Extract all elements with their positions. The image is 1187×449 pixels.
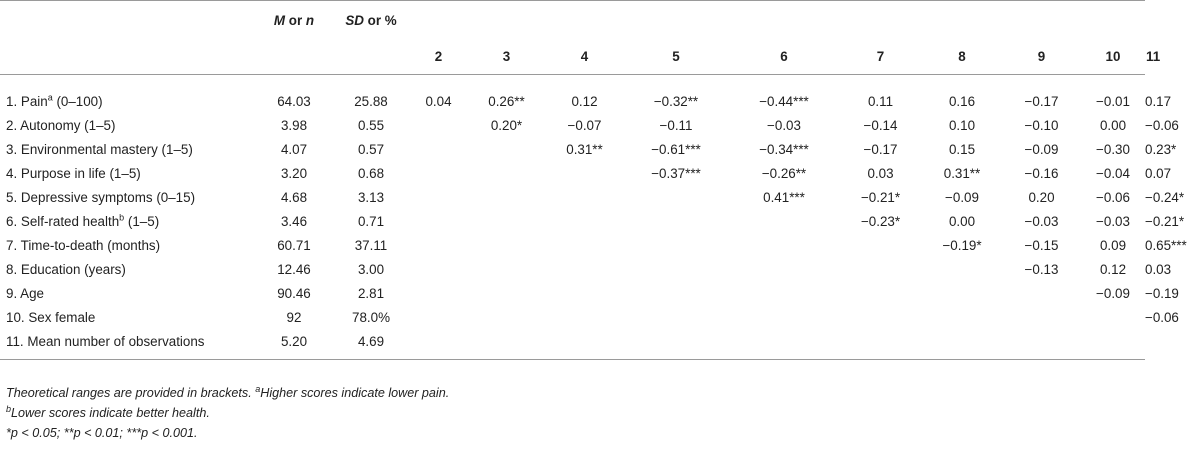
correlation-cell: −0.15: [1024, 237, 1059, 253]
correlation-cell: [623, 305, 729, 329]
correlation-cell: [922, 305, 1002, 329]
sd-cell: 2.81: [357, 285, 385, 301]
header-col-8: 8: [922, 47, 1002, 75]
correlation-cell: −0.34***: [759, 141, 809, 157]
correlation-cell: [839, 233, 922, 257]
correlation-cell: 0.41***: [763, 189, 805, 205]
correlation-cell: −0.09: [945, 189, 979, 205]
table-row: 4. Purpose in life (1–5) 3.20 0.68 −0.37*** −0.26** 0.03 0.31** −0.16 −0.04 0.07: [0, 161, 1145, 185]
correlation-cell: [410, 257, 467, 281]
correlation-cell: [1002, 305, 1081, 329]
correlation-cell: [467, 281, 546, 305]
correlation-cell: 0.10: [948, 117, 976, 133]
correlation-cell: −0.11: [659, 117, 693, 133]
correlation-cell: −0.61***: [651, 141, 701, 157]
mean-cell: 60.71: [277, 237, 311, 253]
correlation-cell: 0.15: [948, 141, 976, 157]
correlation-cell: [729, 305, 839, 329]
row-label: 10. Sex female: [6, 309, 96, 325]
correlation-cell: [546, 281, 623, 305]
row-label: 2. Autonomy (1–5): [6, 117, 116, 133]
correlation-cell: [467, 161, 546, 185]
table-row: 5. Depressive symptoms (0–15) 4.68 3.13 0.41*** −0.21* −0.09 0.20 −0.06 −0.24*: [0, 185, 1145, 209]
correlation-cell: [839, 305, 922, 329]
header-row-columns: 2 3 4 5 6 7 8 9 10 11: [0, 47, 1145, 75]
correlation-cell: −0.07: [567, 117, 602, 133]
correlation-cell: [410, 281, 467, 305]
correlation-cell: [410, 113, 467, 137]
correlation-cell: −0.26**: [761, 165, 807, 181]
correlation-cell: −0.32**: [653, 93, 699, 109]
correlation-cell: 0.20: [1028, 189, 1055, 205]
correlation-cell: [546, 257, 623, 281]
correlation-cell: [546, 161, 623, 185]
mean-cell: 4.68: [280, 189, 308, 205]
mean-cell: 64.03: [277, 93, 311, 109]
correlation-cell: 0.20*: [490, 117, 523, 133]
correlation-cell: [623, 281, 729, 305]
correlation-cell: [623, 209, 729, 233]
header-col-5: 5: [623, 47, 729, 75]
correlation-cell: [410, 185, 467, 209]
footnote-line-2: $^b$Lower scores indicate better health.: [6, 403, 210, 420]
table-footnotes: [6, 383, 449, 443]
table-row: [0, 329, 1145, 360]
correlation-cell: 0.16: [948, 93, 976, 109]
correlation-cell: [922, 329, 1002, 360]
correlation-cell: [1081, 329, 1145, 360]
correlation-cell: [623, 257, 729, 281]
row-label: 4. Purpose in life (1–5): [6, 165, 141, 181]
sd-cell: 4.69: [332, 329, 410, 360]
header-empty-cell: [0, 47, 256, 75]
correlation-cell: [623, 329, 729, 360]
correlation-cell: 0.00: [948, 213, 976, 229]
header-empty-cell: [0, 1, 256, 48]
row-label: 9. Age: [6, 285, 44, 301]
correlation-cell: [623, 185, 729, 209]
correlation-cell: 0.12: [571, 93, 598, 109]
correlation-cell: 0.11: [867, 93, 894, 109]
correlation-cell: [839, 329, 922, 360]
correlation-cell: [546, 185, 623, 209]
correlation-cell: [839, 281, 922, 305]
sd-cell: 37.11: [354, 237, 388, 253]
correlation-cell: [467, 257, 546, 281]
sd-cell: 78.0%: [352, 309, 390, 325]
sd-cell: 0.55: [357, 117, 385, 133]
header-mean-or-n: M or n: [273, 13, 315, 28]
correlation-cell: [546, 209, 623, 233]
correlation-cell: −0.23*: [860, 213, 901, 229]
correlation-cell: [467, 305, 546, 329]
row-label: 7. Time-to-death (months): [6, 237, 161, 253]
correlation-cell: [410, 209, 467, 233]
correlation-cell: −0.17: [1024, 93, 1059, 109]
header-col-10: 10: [1081, 47, 1145, 75]
correlation-cell: −0.04: [1096, 165, 1130, 181]
table-row: 9. Age 90.46 2.81 −0.09 −0.19: [0, 281, 1145, 305]
header-sd-or-percent: SD or %: [345, 13, 397, 28]
correlation-cell: −0.06: [1096, 189, 1130, 205]
correlation-cell: 0.00: [1099, 117, 1127, 133]
table-row: 1. Pain$^a$ (0–100) 64.03 25.88 0.04 0.26** 0.12 −0.32** −0.44*** 0.11 0.16 −0.17 −0.01 0.17: [0, 75, 1145, 114]
header-blank-span: [410, 1, 1145, 48]
row-label: 1. Pain$^a$ (0–100): [6, 92, 103, 109]
header-col-6: 6: [729, 47, 839, 75]
correlation-cell: [467, 233, 546, 257]
header-col-3: 3: [467, 47, 546, 75]
correlation-cell: [729, 329, 839, 360]
correlation-cell: −0.09: [1096, 285, 1130, 301]
correlation-cell: [922, 281, 1002, 305]
correlation-cell: −0.03: [1096, 213, 1130, 229]
correlation-cell: [729, 233, 839, 257]
sd-cell: 0.57: [357, 141, 385, 157]
correlation-cell: −0.10: [1024, 117, 1059, 133]
header-row-top: [0, 1, 1145, 48]
correlation-cell: 0.04: [425, 93, 452, 109]
correlation-cell: 0.26**: [488, 93, 525, 109]
correlation-cell: −0.19*: [942, 237, 982, 253]
mean-cell: 4.07: [280, 141, 308, 157]
correlation-cell: [1081, 305, 1145, 329]
correlation-cell: [546, 329, 623, 360]
correlation-cell: [410, 161, 467, 185]
mean-cell: 12.46: [277, 261, 311, 277]
correlation-cell: [467, 137, 546, 161]
correlation-cell: −0.01: [1096, 93, 1130, 109]
sd-cell: 0.68: [357, 165, 385, 181]
correlation-cell: [546, 305, 623, 329]
correlation-cell: 0.09: [1099, 237, 1127, 253]
correlation-cell: [410, 233, 467, 257]
header-col-9: 9: [1002, 47, 1081, 75]
correlation-cell: −0.14: [863, 117, 898, 133]
header-col-4: 4: [546, 47, 623, 75]
correlation-cell: [410, 329, 467, 360]
header-col-2: 2: [410, 47, 467, 75]
table-row: 6. Self-rated health$^b$ (1–5) 3.46 0.71 −0.23* 0.00 −0.03 −0.03 −0.21*: [0, 209, 1145, 233]
correlation-cell: −0.03: [767, 117, 801, 133]
correlation-cell: −0.13: [1024, 261, 1059, 277]
correlation-cell: −0.16: [1024, 165, 1059, 181]
correlation-cell: [546, 233, 623, 257]
mean-cell: 3.46: [280, 213, 308, 229]
footnote-line-3: *p < 0.05; **p < 0.01; ***p < 0.001.: [6, 426, 198, 440]
correlation-cell: [467, 329, 546, 360]
row-label: 11. Mean number of observations: [0, 329, 256, 360]
correlation-cell: −0.03: [1024, 213, 1059, 229]
table-row: 7. Time-to-death (months) 60.71 37.11 −0.19* −0.15 0.09 0.65***: [0, 233, 1145, 257]
correlation-cell: −0.44***: [759, 93, 809, 109]
table-row: 8. Education (years) 12.46 3.00 −0.13 0.12 0.03: [0, 257, 1145, 281]
correlation-cell: 0.03: [867, 165, 894, 181]
correlation-cell: −0.37***: [651, 165, 701, 181]
row-label: 8. Education (years): [6, 261, 126, 277]
correlation-cell: [839, 257, 922, 281]
correlation-cell: [729, 281, 839, 305]
sd-cell: 25.88: [354, 93, 388, 109]
correlation-cell: 0.31**: [566, 141, 603, 157]
sd-cell: 0.71: [357, 213, 385, 229]
header-empty-cell: [256, 47, 332, 75]
mean-cell: 3.20: [280, 165, 308, 181]
correlation-cell: [729, 209, 839, 233]
correlation-cell: [467, 185, 546, 209]
row-label: 5. Depressive symptoms (0–15): [6, 189, 196, 205]
correlation-cell: [922, 257, 1002, 281]
correlation-cell: [623, 233, 729, 257]
mean-cell: 90.46: [277, 285, 311, 301]
table-body: [0, 75, 1187, 360]
correlation-cell: [410, 305, 467, 329]
header-col-7: 7: [839, 47, 922, 75]
mean-cell: 92: [286, 309, 302, 325]
correlation-cell: −0.17: [863, 141, 898, 157]
correlation-cell: 0.12: [1099, 261, 1127, 277]
correlation-cell: [1002, 281, 1081, 305]
correlation-cell: −0.21*: [860, 189, 901, 205]
row-label: 3. Environmental mastery (1–5): [6, 141, 193, 157]
header-empty-cell: [332, 47, 410, 75]
correlation-cell: −0.09: [1024, 141, 1059, 157]
correlation-cell: 0.31**: [943, 165, 981, 181]
correlation-cell: [729, 257, 839, 281]
correlation-cell: [410, 137, 467, 161]
sd-cell: 3.00: [357, 261, 385, 277]
correlation-cell: [1002, 329, 1081, 360]
sd-cell: 3.13: [357, 189, 385, 205]
correlation-cell: −0.30: [1096, 141, 1130, 157]
table-row: 2. Autonomy (1–5) 3.98 0.55 0.20* −0.07 −0.11 −0.03 −0.14 0.10 −0.10 0.00 −0.06: [0, 113, 1145, 137]
table-row: 10. Sex female 92 78.0% −0.06: [0, 305, 1145, 329]
correlation-cell: [467, 209, 546, 233]
mean-cell: 5.20: [256, 329, 332, 360]
mean-cell: 3.98: [280, 117, 308, 133]
table-row: 3. Environmental mastery (1–5) 4.07 0.57 0.31** −0.61*** −0.34*** −0.17 0.15 −0.09 −0.30 0.23*: [0, 137, 1145, 161]
row-label: 6. Self-rated health$^b$ (1–5): [6, 212, 160, 229]
footnote-line-1: Theoretical ranges are provided in brackets. $^a$Higher scores indicate lower pain.: [6, 383, 450, 400]
